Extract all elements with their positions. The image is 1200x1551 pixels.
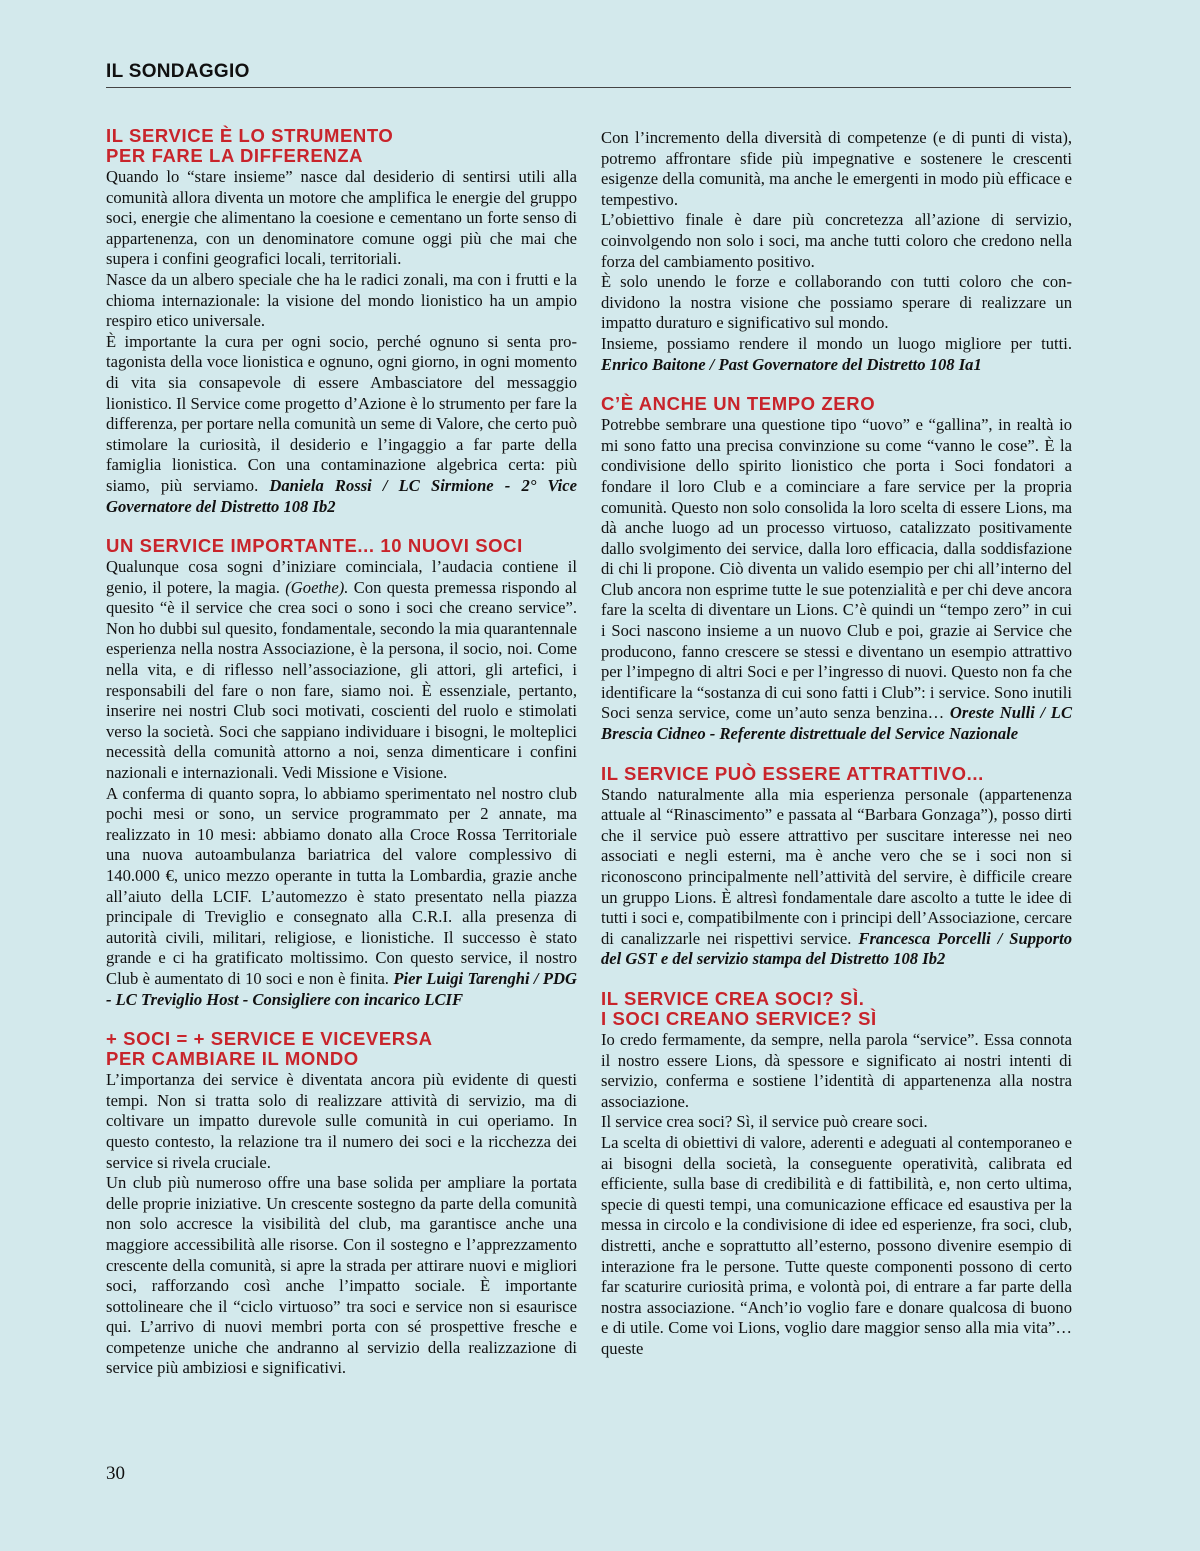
article-tempo-zero (601, 394, 1072, 745)
article-service-attrattivo (601, 764, 1072, 970)
paragraph: Io credo fermamente, da sempre, nella parola “service”. Essa connota il nostro essere Lions, dà spessore e significato ai nostri intenti di servizio, conferma e sostiene l’identità di appartenenza alla nostra associazione. (601, 1029, 1072, 1111)
article-soci-service (106, 1029, 577, 1379)
page-number: 30 (106, 1463, 125, 1484)
article-heading: IL SERVICE CREA SOCI? SÌ. I SOCI CREANO SERVICE? SÌ (601, 987, 877, 1029)
paragraph: Con l’incremento della diversità di competenze (e di punti di vista), potremo affrontare sfide più impegnative e sostenere le crescenti esigenze della comunità, ma anche le emergenti in modo più efficace e tempestivo. (601, 128, 1072, 209)
paragraph: Stando naturalmente alla mia esperienza personale (appartenenza attuale al “Rinascimento” e passata al “Barbara Gonzaga”), posso dirti che il service può essere attrattivo per suscitare interesse nei neo associati e negli esterni, ma è anche vero che se i soci non si riconoscono principalmente nell’attività del servire, è difficile creare un gruppo Lions. È altresì fondamentale dare ascolto a tutte le idee di tutti i soci e, compatibilmente con i principi dell’Associazione, cercare di canalizzarle nei rispettivi service. Francesca Porcelli / Supporto del GST e del servizio stampa del Distretto 108 Ib2 (601, 784, 1072, 969)
paragraph: L’obiettivo finale è dare più concretezza all’azione di servizio, coinvolgendo non solo i soci, ma anche tutti coloro che credono nella forza del cambiamento positivo. (601, 210, 1072, 271)
author-signature: Pier Luigi Tarenghi / PDG - LC Treviglio Host - Consigliere con incarico LCIF (106, 968, 578, 1009)
paragraph: Potrebbe sembrare una questione tipo “uovo” e “gallina”, in realtà io mi sono fatto una precisa convinzione su come “vanno le cose”. È la condivisione dello spirito lionistico che porta i Soci fondatori a fondare il loro Club e a cominciare a fare service per la propria comunità. Questo non solo consolida la loro scelta di essere Lions, ma dà anche luogo ad un processo virtuoso, catalizzato positivamente dallo svolgimento dei service, dalla loro efficacia, dalla soddisfazione di chi li propone. Ciò diventa un valido esempio per chi all’interno del Club ancora non esprime tutte le sue potenzialità e per chi deve ancora fare la scelta di diventare un Lions. C’è quindi un “tempo zero” in cui i Soci nascono insieme a un nuovo Club e poi, grazie ai Service che producono, fanno crescere se stessi e diventano un esempio attrattivo per l’impegno di altri Soci e per l’ingresso di nuovi. Questo non fa che identificare la “sostanza di cui sono fatti i Club”: i service. Sono inutili Soci senza service, come un’auto senza benzina… Oreste Nulli / LC Brescia Cidneo - Referente distrettuale del Service Nazionale (601, 415, 1073, 744)
article-service-strumento (106, 126, 577, 517)
article-heading: + SOCI = + SERVICE E VICEVERSA PER CAMBIARE IL MONDO (106, 1028, 433, 1070)
paragraph: A conferma di quanto sopra, lo abbiamo sperimentato nel nostro club pochi mesi or sono, un service programmato per 2 annate, ma realizzato in 10 mesi: abbiamo donato alla Croce Rossa Territoriale una nuova autoambulanza bariatrica del valore complessivo di 140.000 €, unico mezzo operante in tutta la Lombardia, grazie anche all’aiuto della LCIF. L’automezzo è stato presentato nella piazza principale di Treviglio e consegnato alla C.R.I. alla presenza di autorità civili, militari, religiose, e lionistiche. Il successo è stato grande e ci ha gratificato moltissimo. Con questo service, il nostro Club è aumentato di 10 soci e non è finita. Pier Luigi Tarenghi / PDG - LC Treviglio Host - Consigliere con incarico LCIF (106, 783, 578, 1009)
article-heading: C’È ANCHE UN TEMPO ZERO (601, 393, 876, 415)
article-service-importante (106, 536, 577, 1010)
paragraph: Nasce da un albero speciale che ha le radici zonali, ma con i frutti e la chioma internazionale: la visione del mondo lionistico ha un ampio respiro etico universale. (106, 269, 577, 331)
author-signature: Francesca Porcelli / Supporto del GST e del servizio stampa del Distretto 108 Ib2 (601, 928, 1072, 969)
article-heading: UN SERVICE IMPORTANTE... 10 NUOVI SOCI (106, 535, 523, 557)
article-heading: IL SERVICE PUÒ ESSERE ATTRATTIVO... (601, 762, 984, 784)
paragraph: L’importanza dei service è diventata ancora più evidente di questi tempi. Non si tratta solo di realizzare attività di servizio, ma di coltivare un impatto durevole sulle comunità in cui operiamo. In questo contesto, la relazione tra il numero dei soci e la ricchezza dei service si rivela cruciale. (106, 1070, 577, 1172)
page-header (106, 60, 1071, 88)
paragraph: La scelta di obiettivi di valore, aderenti e adeguati al contemporaneo e ai bisogni della società, la conseguente operatività, calibrata ed efficiente, sulla base di credibilità e di fattibilità, e, non certo ultima, specie di questi tempi, una comunicazione efficace ed esaustiva per la messa in circolo e la condivisione di idee ed esperienze, fra soci, club, distretti, anche e soprattutto all’esterno, possono divenire esempio di interazione fra le persone. Tutte queste componenti possono di certo far scaturire curiosità prima, e volontà poi, di entrare a far parte della nostra associazione. “Anch’io voglio fare e donare qualcosa di buono e di utile. Come voi Lions, voglio dare maggior senso alla mia vita”… queste (601, 1132, 1072, 1358)
left-column (106, 126, 577, 1379)
author-signature: Enrico Baitone / Past Governatore del Distretto 108 Ia1 (601, 354, 982, 374)
quote-attribution: (Goethe). (285, 577, 349, 597)
right-column (601, 128, 1072, 1359)
paragraph: È importante la cura per ogni socio, perché ognuno si senta protagonista della voce lionistica e ognuno, ogni giorno, in ogni momento di vita sia consapevole di essere Ambasciatore del messaggio lionistico. Il Service come progetto d’Azione è lo strumento per fare la differenza, per portare nella comunità un seme di Valore, che certo può stimolare la curiosità, il desiderio e l’ingaggio a far parte della famiglia lionistica. Con una contaminazione algebrica certa: più siamo, più serviamo. Daniela Rossi / LC Sirmione - 2° Vice Governatore del Distretto 108 Ib2 (106, 331, 577, 516)
paragraph: Quando lo “stare insieme” nasce dal desiderio di sentirsi utili alla comunità allora diventa un motore che amplifica le energie del gruppo soci, energie che alimentano la coesione e cementano un forte senso di appartenenza, con un denominatore comune oggi più che mai che supera i confini geografici locali, territoriali. (106, 167, 577, 269)
article-continuation (601, 128, 1072, 375)
paragraph: Qualunque cosa sogni d’iniziare cominciala, l’audacia contiene il genio, il potere, la magia. (Goethe). Con questa premessa rispondo al quesito “è il service che crea soci o sono i soci che creano service”. Non ho dubbi sul quesito, fondamentale, secondo la mia quarantennale esperienza nella nostra Associazione, è la persona, il socio, noi. Come nella vita, e di riflesso nell’associazione, gli attori, gli artefici, i responsabili del fare o non fare, siamo noi. È essenziale, pertanto, inserire nei nostri Club soci motivati, coscienti del ruolo e stimolati verso la società. Soci che sappiano individuare i bisogni, le molteplici necessità della comunità attorno a noi, senza dimenticare i confini nazionali e internazionali. Vedi Missione e Visione. (106, 557, 577, 783)
author-signature: Daniela Rossi / LC Sirmione - 2° Vice Governatore del Distretto 108 Ib2 (106, 475, 577, 516)
section-title: IL SONDAGGIO (106, 61, 250, 82)
paragraph: Un club più numeroso offre una base solida per ampliare la portata delle proprie iniziative. Un crescente sostegno da parte della comunità non solo accresce la visibilità del club, ma garantisce anche una maggiore accessibilità alle risorse. Con il sostegno e l’apprezzamento crescente della comunità, si apre la strada per attirare nuovi e migliori soci, rafforzando così anche l’impatto sociale. È importante sottolineare che il “ciclo virtuoso” tra soci e service non si esaurisce qui. L’arrivo di nuovi membri porta con sé prospettive fresche e competenze uniche che andranno al servizio della realizzazione di service più ambiziosi e significativi. (106, 1173, 577, 1378)
paragraph: Insieme, possiamo rendere il mondo un luogo migliore per tutti. Enrico Baitone / Past Governatore del Distretto 108 Ia1 (601, 333, 1072, 374)
article-heading: IL SERVICE È LO STRUMENTO PER FARE LA DIFFERENZA (106, 125, 394, 166)
article-service-crea-soci (601, 989, 1072, 1360)
paragraph: Il service crea soci? Sì, il service può creare soci. (601, 1112, 928, 1132)
paragraph: È solo unendo le forze e collaborando con tutti coloro che condividono la nostra visione che possiamo sperare di realizzare un impatto duraturo e significativo sul mondo. (601, 272, 1072, 333)
author-signature: Oreste Nulli / LC Brescia Cidneo - Referente distrettuale del Service Nazionale (601, 703, 1073, 744)
